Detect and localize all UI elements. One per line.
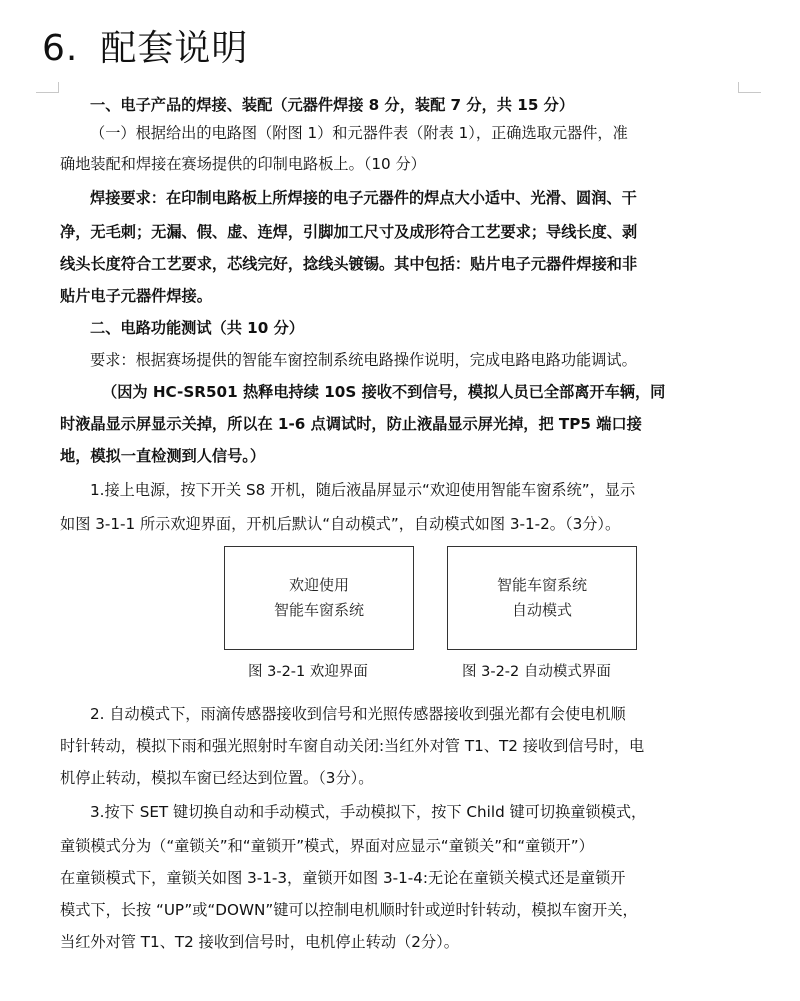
document-body [60,92,740,958]
section-2-paragraph-4-line: 时针转动，模拟下雨和强光照射时车窗自动关闭:当红外对管 T1、T2 接收到信号时，电 [60,737,645,755]
figure-welcome-screen [224,546,414,650]
section-2-paragraph-3-line: 1.接上电源，按下开关 S8 开机，随后液晶屏显示“欢迎使用智能车窗系统”，显示 [90,481,636,499]
section-2-paragraph-2-line: 时液晶显示屏显示关掉，所以在 1-6 点调试时，防止液晶显示屏光掉，把 TP5 端口接 [60,415,642,433]
section-1-title: 一、电子产品的焊接、装配（元器件焊接 8 分，装配 7 分，共 15 分） [90,96,575,114]
section-2-paragraph-4-line: 2. 自动模式下，雨滴传感器接收到信号和光照传感器接收到强光都有会使电机顺 [90,705,626,723]
section-2-paragraph-5-line: 模式下，长按 “UP”或“DOWN”键可以控制电机顺时针或逆时针转动，模拟车窗开关， [60,901,638,919]
heading-text: 配套说明 [100,28,249,69]
section-1-paragraph-1-line: 确地装配和焊接在赛场提供的印制电路板上。（10 分） [60,155,426,173]
section-2-paragraph-5-line: 3.按下 SET 键切换自动和手动模式，手动模拟下，按下 Child 键可切换童锁模式， [90,803,647,821]
figure-1-line-1: 欢迎使用 [288,576,349,594]
figure-1-line-2: 智能车窗系统 [273,601,364,619]
section-1-paragraph-2-line: 焊接要求：在印制电路板上所焊接的电子元器件的焊点大小适中、光滑、圆润、干 [90,189,637,207]
section-1-paragraph-2-line: 线头长度符合工艺要求，芯线完好，捻线头镀锡。其中包括：贴片电子元器件焊接和非 [60,255,638,273]
margin-corner-mark-right [738,82,761,93]
section-2-paragraph-3-line: 如图 3-1-1 所示欢迎界面，开机后默认“自动模式”，自动模式如图 3-1-2。（3分）。 [60,515,621,533]
section-2-paragraph-4-line: 机停止转动，模拟车窗已经达到位置。（3分）。 [60,769,374,787]
figure-auto-mode-screen [447,546,637,650]
section-2-paragraph-1-line: 要求：根据赛场提供的智能车窗控制系统电路操作说明，完成电路电路功能调试。 [90,351,637,369]
figure-2-line-1: 智能车窗系统 [496,576,587,594]
section-2-paragraph-2-line: 地，模拟一直检测到人信号。） [60,447,266,465]
figures-row [60,540,740,698]
section-1-paragraph-1-line: （一）根据给出的电路图（附图 1）和元器件表（附表 1），正确选取元器件，准 [90,124,628,142]
margin-corner-mark-left [36,82,59,93]
section-2-paragraph-2-line: （因为 HC-SR501 热释电持续 10S 接收不到信号，模拟人员已全部离开车辆，同 [102,383,666,401]
figure-1-caption: 图 3-2-1 欢迎界面 [248,664,368,680]
figure-2-line-2: 自动模式 [511,601,572,619]
page-heading [42,20,248,71]
heading-number: 6. [42,28,79,69]
section-2-title: 二、电路功能测试（共 10 分） [90,319,304,337]
section-1-paragraph-2-line: 净，无毛刺；无漏、假、虚、连焊，引脚加工尺寸及成形符合工艺要求；导线长度、剥 [60,223,638,241]
section-1-paragraph-2-line: 贴片电子元器件焊接。 [60,287,212,305]
section-2-paragraph-5-line: 童锁模式分为（“童锁关”和“童锁开”模式，界面对应显示“童锁关”和“童锁开”） [60,837,594,855]
section-2-paragraph-5-line: 在童锁模式下，童锁关如图 3-1-3，童锁开如图 3-1-4:无论在童锁关模式还是童锁开 [60,869,626,887]
figure-2-caption: 图 3-2-2 自动模式界面 [462,664,611,680]
section-2-paragraph-5-line: 当红外对管 T1、T2 接收到信号时，电机停止转动（2分）。 [60,933,459,951]
